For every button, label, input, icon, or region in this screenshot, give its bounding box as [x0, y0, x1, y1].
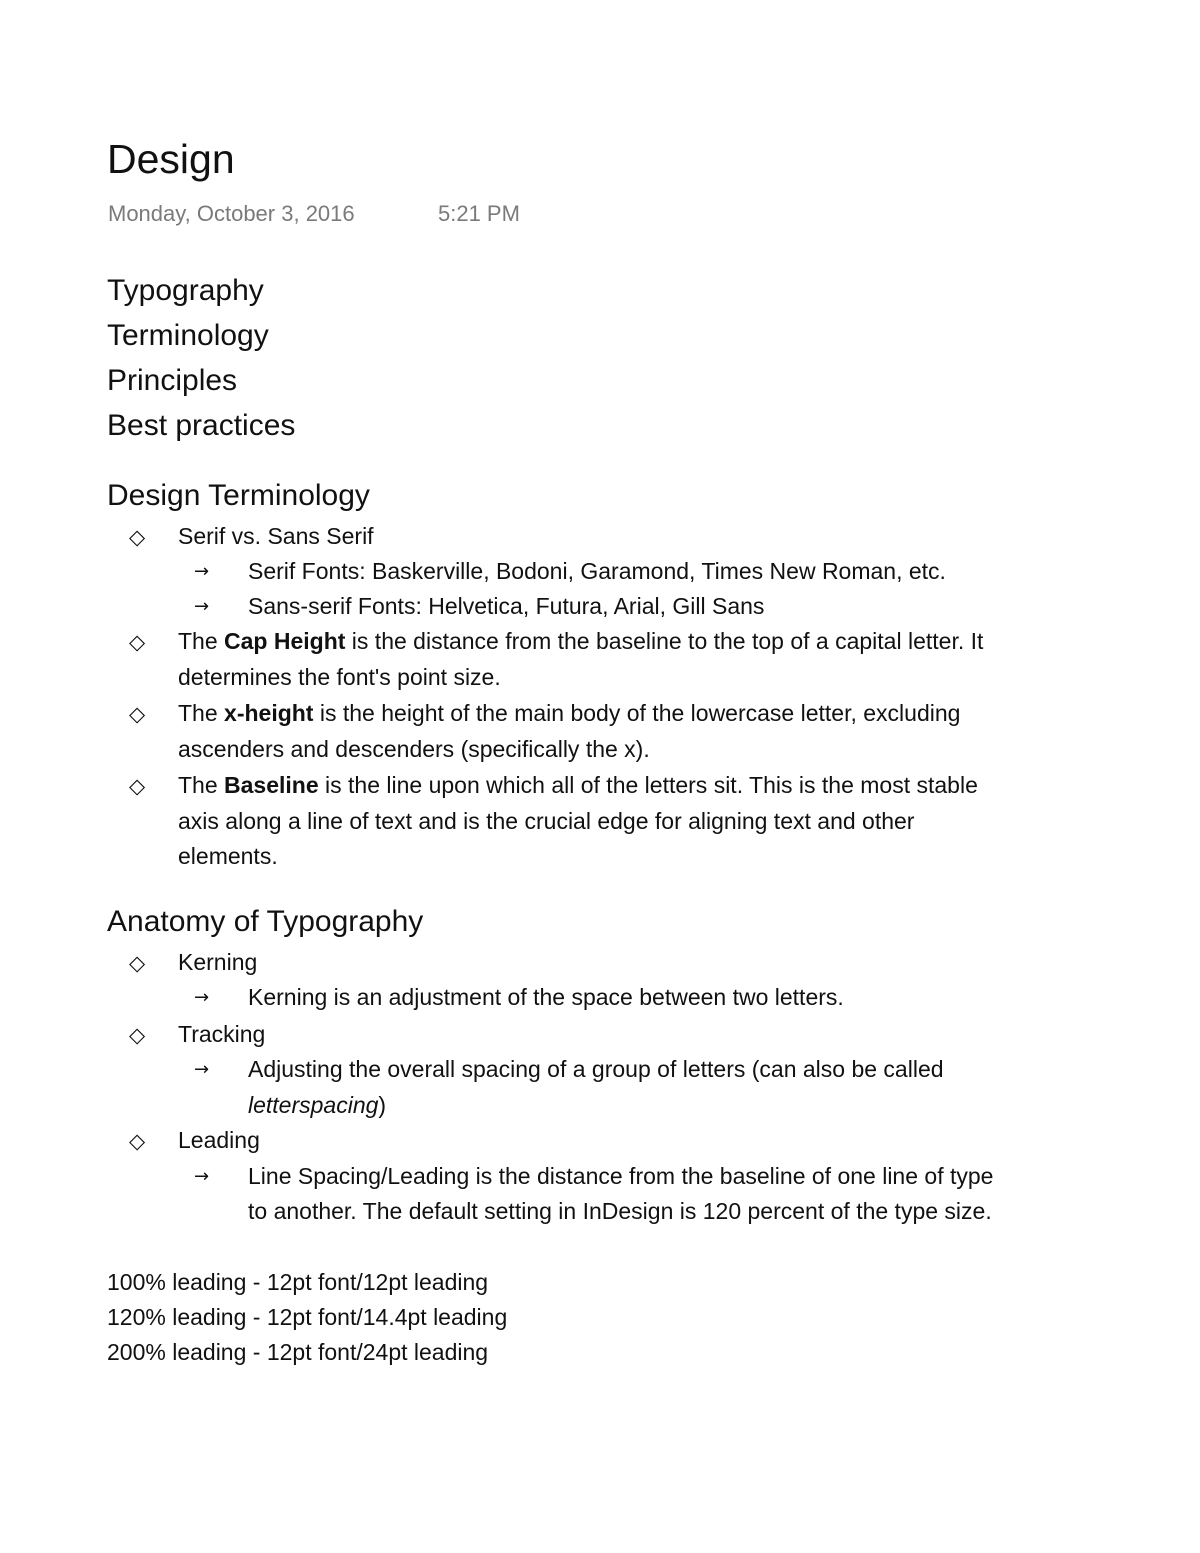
leading-example-100: 100% leading - 12pt font/12pt leading	[107, 1269, 489, 1295]
term-cap-height: Cap Height	[224, 628, 346, 654]
arrow-bullet-icon: →	[194, 1166, 210, 1187]
text: is the line upon which all of the letters sit. This is the most stable	[318, 772, 978, 798]
term-x-height: x-height	[224, 700, 314, 726]
note-time: 5:21 PM	[438, 201, 520, 226]
arrow-bullet-icon: →	[194, 561, 210, 582]
bullet-serif-vs-sans: Serif vs. Sans Serif	[178, 523, 374, 549]
heading-anatomy-of-typography: Anatomy of Typography	[107, 905, 424, 938]
bullet-baseline-cont: axis along a line of text and is the crucial edge for aligning text and other	[178, 808, 915, 834]
text: The	[178, 700, 225, 726]
toc-item-terminology: Terminology	[107, 319, 269, 352]
text: is the height of the main body of the lowercase letter, excluding	[313, 700, 961, 726]
bullet-x-height	[178, 698, 960, 728]
term-baseline: Baseline	[224, 772, 319, 798]
diamond-bullet-icon: ◇	[129, 1129, 146, 1153]
diamond-bullet-icon: ◇	[129, 525, 146, 549]
sub-sans-serif-fonts: Sans-serif Fonts: Helvetica, Futura, Arial, Gill Sans	[248, 593, 765, 619]
bullet-baseline	[178, 770, 978, 800]
bullet-tracking: Tracking	[178, 1021, 266, 1047]
bullet-cap-height	[178, 626, 983, 656]
diamond-bullet-icon: ◇	[129, 702, 146, 726]
arrow-bullet-icon: →	[194, 987, 210, 1008]
diamond-bullet-icon: ◇	[129, 630, 146, 654]
text: The	[178, 772, 225, 798]
text: )	[378, 1092, 387, 1118]
toc-item-principles: Principles	[107, 364, 238, 397]
sub-leading: Line Spacing/Leading is the distance from the baseline of one line of type	[248, 1163, 994, 1189]
diamond-bullet-icon: ◇	[129, 774, 146, 798]
term-letterspacing: letterspacing	[248, 1092, 379, 1118]
sub-leading-cont: to another. The default setting in InDesign is 120 percent of the type size.	[248, 1198, 992, 1224]
leading-example-120: 120% leading - 12pt font/14.4pt leading	[107, 1304, 508, 1330]
text: The	[178, 628, 225, 654]
sub-tracking: Adjusting the overall spacing of a group of letters (can also be called	[248, 1056, 944, 1082]
bullet-kerning: Kerning	[178, 949, 258, 975]
text: is the distance from the baseline to the top of a capital letter. It	[345, 628, 984, 654]
leading-example-200: 200% leading - 12pt font/24pt leading	[107, 1339, 489, 1365]
bullet-baseline-cont: elements.	[178, 843, 278, 869]
toc-item-best-practices: Best practices	[107, 409, 296, 442]
bullet-x-height-cont: ascenders and descenders (specifically the x).	[178, 736, 650, 762]
note-date: Monday, October 3, 2016	[108, 201, 355, 226]
arrow-bullet-icon: →	[194, 596, 210, 617]
page-title: Design	[107, 136, 235, 182]
diamond-bullet-icon: ◇	[129, 951, 146, 975]
bullet-cap-height-cont: determines the font's point size.	[178, 664, 501, 690]
toc-item-typography: Typography	[107, 274, 264, 307]
sub-serif-fonts: Serif Fonts: Baskerville, Bodoni, Garamond, Times New Roman, etc.	[248, 558, 946, 584]
heading-design-terminology: Design Terminology	[107, 479, 370, 512]
bullet-leading: Leading	[178, 1127, 260, 1153]
sub-kerning: Kerning is an adjustment of the space between two letters.	[248, 984, 844, 1010]
arrow-bullet-icon: →	[194, 1059, 210, 1080]
sub-tracking-cont	[248, 1090, 386, 1120]
diamond-bullet-icon: ◇	[129, 1023, 146, 1047]
